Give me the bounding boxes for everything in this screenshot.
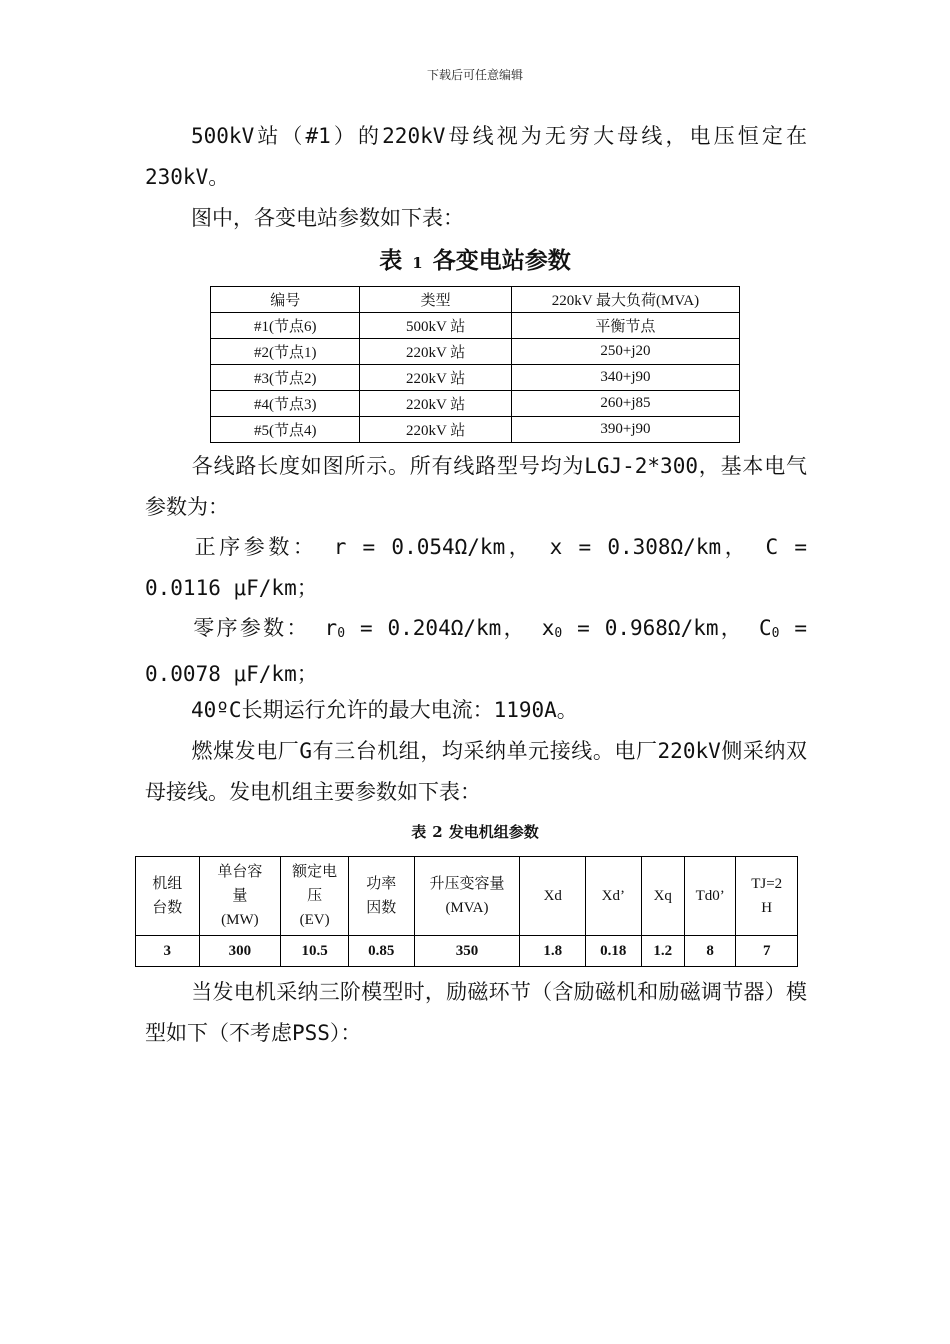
table-cell: 350	[414, 936, 520, 967]
table-header-cell	[641, 857, 684, 936]
table-row	[211, 313, 740, 339]
header-line: (MVA)	[445, 900, 489, 916]
paragraph-intro-table1-text: 图中，各变电站参数如下表：	[191, 206, 464, 230]
table-row	[211, 339, 740, 365]
table-cell: #1(节点6)	[211, 313, 360, 339]
substation-table	[210, 286, 740, 443]
table-cell: #3(节点2)	[211, 365, 360, 391]
zero-seq-lead: 零序参数： r	[191, 616, 338, 640]
header-line: 额定电	[292, 864, 338, 880]
paragraph-line-params	[145, 446, 807, 528]
paragraph-bus-text: 500kV站（#1）的220kV母线视为无穷大母线，电压恒定在230kV。	[145, 124, 807, 189]
header-line: 压	[307, 888, 323, 904]
table-header-cell	[136, 857, 200, 936]
header-line: 单台容	[217, 864, 263, 880]
table-cell: 220kV 站	[360, 417, 511, 443]
header-line: Xq	[653, 888, 672, 904]
table2-caption	[0, 821, 950, 842]
zero-seq-tail: = 0.0078 μF/km；	[145, 616, 807, 686]
zero-seq-subscript: 0	[771, 626, 780, 641]
table-row	[211, 365, 740, 391]
table-cell: 3	[136, 936, 200, 967]
table-cell: 平衡节点	[511, 313, 739, 339]
table-cell: 300	[199, 936, 281, 967]
table-header-cell: 编号	[211, 287, 360, 313]
header-line: 因数	[366, 900, 397, 916]
paragraph-positive-seq	[145, 527, 807, 609]
table-cell: 340+j90	[511, 365, 739, 391]
header-line: H	[761, 900, 773, 916]
table-header-cell	[586, 857, 642, 936]
table-cell: 0.85	[348, 936, 414, 967]
header-line: Xd	[543, 888, 562, 904]
table-header-cell	[199, 857, 281, 936]
paragraph-max-current-text: 40ºC长期运行允许的最大电流：1190A。	[191, 698, 578, 722]
paragraph-positive-seq-text: 正序参数： r = 0.054Ω/km， x = 0.308Ω/km， C = 0.0116 μF/km；	[145, 535, 807, 600]
paragraph-intro-table1	[145, 198, 807, 239]
table-cell: 260+j85	[511, 391, 739, 417]
paragraph-bus	[145, 116, 807, 198]
table-header-row	[211, 287, 740, 313]
table-cell: 220kV 站	[360, 391, 511, 417]
table-cell: #5(节点4)	[211, 417, 360, 443]
paragraph-excitation-text: 当发电机采纳三阶模型时，励磁环节（含励磁机和励磁调节器）模型如下（不考虑PSS）：	[145, 980, 807, 1045]
table-cell: 0.18	[586, 936, 642, 967]
header-line: 机组	[152, 876, 183, 892]
table-cell: 500kV 站	[360, 313, 511, 339]
table-cell: 8	[684, 936, 735, 967]
table-header-cell	[520, 857, 586, 936]
table-cell: #4(节点3)	[211, 391, 360, 417]
table-cell: 1.2	[641, 936, 684, 967]
table1-caption-number: 1	[412, 254, 423, 272]
zero-seq-subscript: 0	[554, 626, 563, 641]
table-cell: 390+j90	[511, 417, 739, 443]
zero-seq-mid2: = 0.968Ω/km， C	[562, 616, 772, 640]
table-header-cell	[281, 857, 349, 936]
paragraph-excitation	[145, 972, 807, 1054]
table1-caption-title: 各变电站参数	[432, 248, 571, 274]
paragraph-max-current	[145, 690, 807, 731]
table-header-cell: 220kV 最大负荷(MVA)	[511, 287, 739, 313]
table-cell: 1.8	[520, 936, 586, 967]
header-line: 升压变容量	[429, 876, 505, 892]
table-cell: 10.5	[281, 936, 349, 967]
header-line: 量	[232, 888, 248, 904]
table1-caption	[0, 242, 950, 275]
table-cell: 250+j20	[511, 339, 739, 365]
zero-seq-mid1: = 0.204Ω/km， x	[345, 616, 555, 640]
table-row	[211, 417, 740, 443]
table-cell: #2(节点1)	[211, 339, 360, 365]
header-line: (EV)	[299, 912, 330, 928]
table2-caption-prefix: 表	[411, 823, 427, 841]
table1-caption-prefix: 表	[379, 248, 403, 274]
table-header-cell	[414, 857, 520, 936]
table2-caption-number: 2	[432, 823, 443, 841]
header-line: Td0’	[695, 888, 725, 904]
paragraph-line-params-text: 各线路长度如图所示。所有线路型号均为LGJ-2*300，基本电气参数为：	[145, 454, 807, 519]
generator-table	[135, 856, 798, 967]
header-line: Xd’	[601, 888, 625, 904]
table-cell: 220kV 站	[360, 365, 511, 391]
table-cell: 7	[736, 936, 798, 967]
table2-caption-title: 发电机组参数	[448, 823, 539, 841]
header-line: TJ=2	[751, 876, 783, 892]
table-header-row	[136, 857, 798, 936]
table-row	[211, 391, 740, 417]
table-row	[136, 936, 798, 967]
header-note: 下载后可任意编辑	[426, 68, 523, 82]
zero-seq-subscript: 0	[337, 626, 346, 641]
paragraph-plant	[145, 731, 807, 813]
header-line: 台数	[152, 900, 183, 916]
table-header-cell	[348, 857, 414, 936]
table-header-cell: 类型	[360, 287, 511, 313]
table-header-cell	[736, 857, 798, 936]
paragraph-plant-text: 燃煤发电厂G有三台机组，均采纳单元接线。电厂220kV侧采纳双母接线。发电机组主要参数如下表：	[145, 739, 807, 804]
table-header-cell	[684, 857, 735, 936]
header-line: 功率	[366, 876, 397, 892]
paragraph-zero-seq	[145, 608, 807, 695]
header-line: (MW)	[221, 912, 259, 928]
table-cell: 220kV 站	[360, 339, 511, 365]
